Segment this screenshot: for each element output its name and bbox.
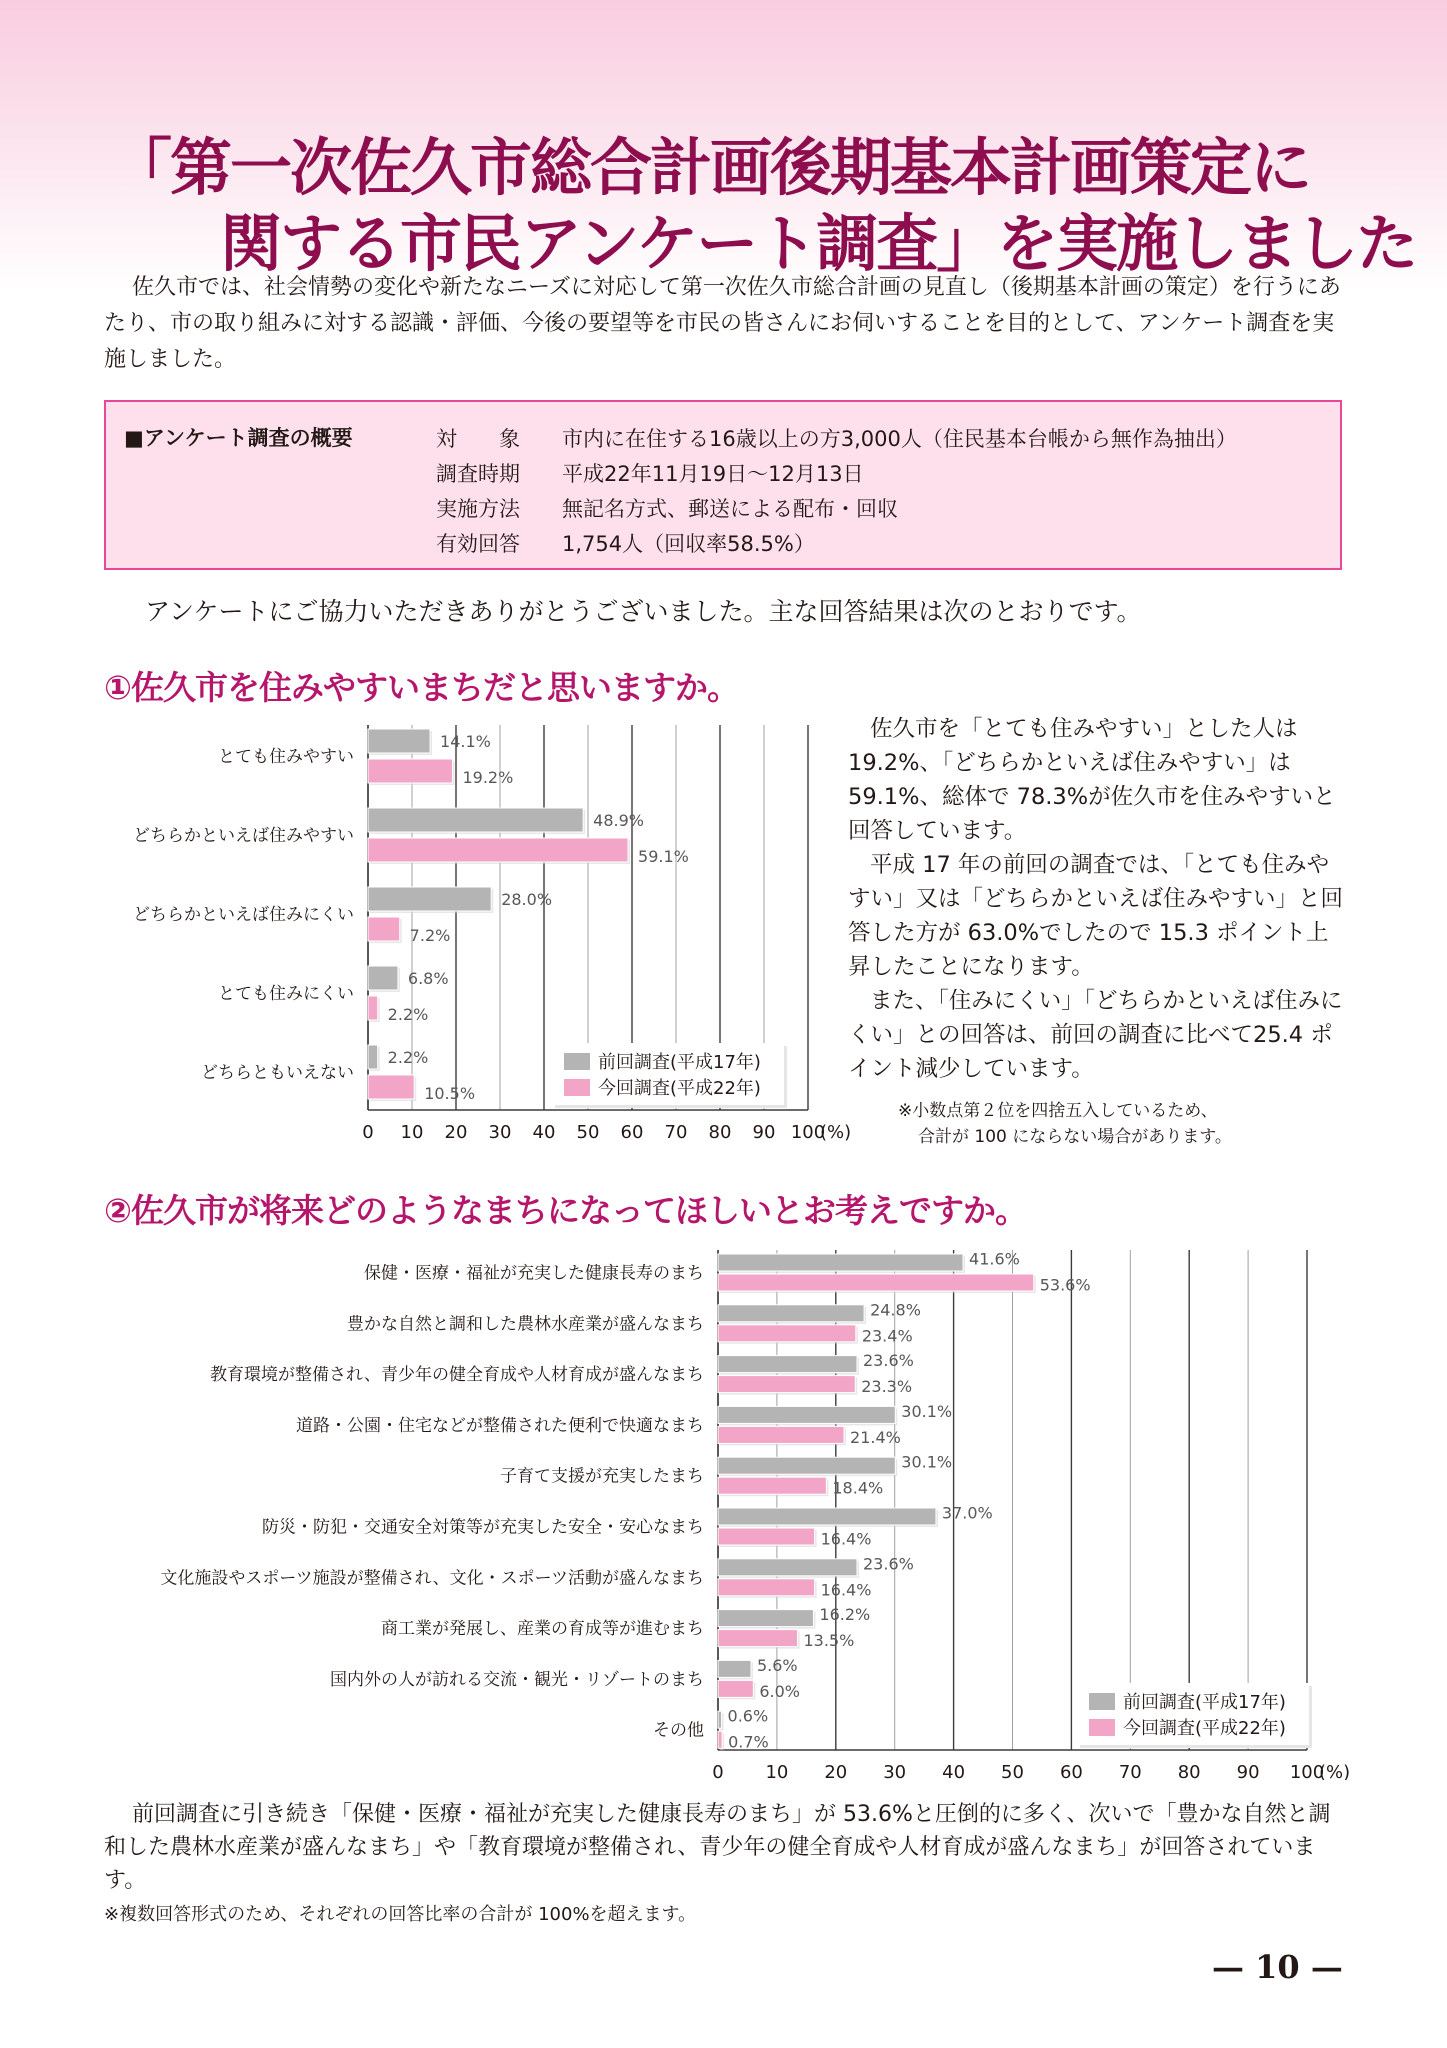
x-tick-label: 30 — [883, 1762, 907, 1780]
value-label: 37.0% — [941, 1503, 993, 1523]
category-label: 国内外の人が訪れる交流・観光・リゾートのまち — [330, 1669, 704, 1690]
bar-current — [718, 1477, 826, 1494]
legend-swatch-current — [1089, 1719, 1115, 1736]
value-label: 23.6% — [863, 1554, 914, 1574]
rounding-note-line-1: ※小数点第２位を四捨五入しているため、 — [898, 1101, 1218, 1121]
survey-summary-box — [104, 400, 1342, 570]
bar-previous — [368, 808, 583, 832]
summary-row — [436, 422, 1237, 457]
bar-previous — [718, 1610, 813, 1627]
page-number: — 10 — — [1212, 1948, 1343, 1986]
value-label: 10.5% — [424, 1084, 476, 1103]
bar-current — [718, 1376, 855, 1393]
question-2-heading: ②佐久市が将来どのようなまちになってほしいとお考えですか。 — [104, 1191, 1027, 1230]
x-tick-label: 70 — [664, 1122, 688, 1143]
x-tick-label: 90 — [1236, 1762, 1260, 1780]
x-tick-label: 0 — [712, 1762, 724, 1780]
x-tick-label: 70 — [1118, 1762, 1142, 1780]
legend-label: 今回調査(平成22年) — [1123, 1718, 1286, 1739]
bar-current — [718, 1325, 856, 1342]
x-unit-label: (%) — [820, 1122, 852, 1143]
x-tick-label: 100 — [790, 1122, 826, 1143]
category-label: 防災・防犯・交通安全対策等が充実した安全・安心なまち — [262, 1517, 704, 1538]
value-label: 7.2% — [409, 926, 451, 945]
title-line-1: 「第一次佐久市総合計画後期基本計画策定に — [110, 131, 1311, 204]
x-tick-label: 50 — [576, 1122, 600, 1143]
bar-previous — [368, 966, 398, 990]
bar-previous — [718, 1508, 936, 1525]
value-label: 19.2% — [462, 768, 514, 787]
bar-current — [368, 838, 628, 862]
value-label: 41.6% — [969, 1249, 1020, 1269]
thanks-text: アンケートにご協力いただきありがとうございました。主な回答結果は次のとおりです。 — [145, 597, 1142, 626]
category-label: 豊かな自然と調和した農林水産業が盛んなまち — [347, 1314, 704, 1335]
legend-label: 前回調査(平成17年) — [1123, 1692, 1286, 1713]
category-label: どちらかといえば住みにくい — [133, 905, 354, 925]
x-tick-label: 90 — [752, 1122, 776, 1143]
x-tick-label: 20 — [444, 1122, 468, 1143]
x-tick-label: 10 — [400, 1122, 424, 1143]
question-1-commentary — [848, 712, 1343, 1086]
value-label: 48.9% — [593, 811, 644, 830]
value-label: 2.2% — [387, 1005, 429, 1024]
category-label: どちらともいえない — [201, 1063, 354, 1083]
bar-current — [368, 759, 452, 783]
x-tick-label: 40 — [532, 1122, 556, 1143]
value-label: 6.0% — [759, 1681, 800, 1701]
summary-value: 平成22年11月19日～12月13日 — [562, 462, 864, 486]
summary-value: 市内に在住する16歳以上の方3,000人（住民基本台帳から無作為抽出） — [562, 427, 1237, 451]
bar-previous — [718, 1305, 864, 1322]
value-label: 2.2% — [387, 1048, 429, 1067]
value-label: 6.8% — [407, 969, 449, 988]
bar-current — [718, 1579, 815, 1596]
x-tick-label: 80 — [708, 1122, 732, 1143]
intro-paragraph: 佐久市では、社会情勢の変化や新たなニーズに対応して第一次佐久市総合計画の見直し（後期基本計画の策定）を行うにあたり、市の取り組みに対する認識・評価、今後の要望等を市民の皆さんにお伺いすることを目的として、アンケート調査を実施しました。 — [104, 275, 1341, 372]
bar-previous — [718, 1559, 857, 1576]
value-label: 23.3% — [861, 1377, 913, 1397]
bar-previous — [368, 1045, 378, 1069]
multiple-answer-note: ※複数回答形式のため、それぞれの回答比率の合計が 100%を超えます。 — [104, 1904, 697, 1925]
value-label: 0.6% — [727, 1706, 769, 1726]
x-tick-label: 80 — [1177, 1762, 1201, 1780]
bar-previous — [368, 729, 430, 753]
category-label: その他 — [653, 1720, 704, 1741]
summary-key: 実施方法 — [436, 497, 520, 521]
x-tick-label: 60 — [620, 1122, 644, 1143]
summary-key: 対 象 — [436, 427, 520, 451]
bar-previous — [718, 1406, 895, 1423]
category-label: とても住みにくい — [218, 984, 354, 1004]
title-line-2: 関する市民アンケート調査」を実施しました — [220, 207, 1417, 280]
summary-rows — [436, 422, 1237, 562]
bar-current — [368, 996, 378, 1020]
category-label: どちらかといえば住みやすい — [133, 826, 354, 846]
value-label: 16.4% — [820, 1529, 872, 1549]
commentary-paragraph: 佐久市を「とても住みやすい」とした人は19.2%、「どちらかといえば住みやすい」は59.1%、総体で 78.3%が佐久市を住みやすいと回答しています。 — [848, 716, 1336, 844]
chart-future-city — [0, 1240, 1360, 1780]
summary-heading: ■アンケート調査の概要 — [124, 426, 353, 450]
value-label: 59.1% — [638, 847, 689, 866]
value-label: 18.4% — [832, 1478, 884, 1498]
bar-current — [368, 917, 400, 941]
bar-previous — [718, 1254, 963, 1271]
x-tick-label: 60 — [1059, 1762, 1083, 1780]
category-label: 文化施設やスポーツ施設が整備され、文化・スポーツ活動が盛んなまち — [160, 1568, 704, 1589]
value-label: 14.1% — [440, 732, 491, 751]
value-label: 0.7% — [728, 1732, 769, 1752]
chart-livability — [0, 700, 860, 1160]
x-tick-label: 0 — [362, 1122, 374, 1143]
summary-row — [436, 527, 1237, 562]
value-label: 21.4% — [850, 1427, 901, 1447]
bar-current — [718, 1426, 844, 1443]
question-1-heading: ①佐久市を住みやすいまちだと思いますか。 — [104, 668, 739, 707]
value-label: 23.4% — [861, 1326, 913, 1346]
bar-current — [718, 1274, 1034, 1291]
x-tick-label: 100 — [1289, 1762, 1325, 1780]
bar-current — [718, 1630, 798, 1647]
category-label: 商工業が発展し、産業の育成等が進むまち — [381, 1619, 704, 1640]
bar-previous — [368, 887, 491, 911]
commentary-paragraph: 平成 17 年の前回の調査では、「とても住みやすい」又は「どちらかといえば住みやすい」と回答した方が 63.0%でしたので 15.3 ポイント上昇したことになります。 — [848, 852, 1344, 980]
category-label: 道路・公園・住宅などが整備された便利で快適なまち — [296, 1415, 704, 1436]
value-label: 30.1% — [901, 1401, 953, 1421]
value-label: 30.1% — [901, 1452, 953, 1472]
summary-row — [436, 492, 1237, 527]
summary-key: 調査時期 — [436, 462, 520, 486]
bar-previous — [718, 1711, 722, 1728]
category-label: 子育て支援が充実したまち — [500, 1466, 704, 1487]
x-unit-label: (%) — [1319, 1762, 1351, 1780]
category-label: 教育環境が整備され、青少年の健全育成や人材育成が盛んなまち — [209, 1365, 704, 1386]
value-label: 5.6% — [756, 1655, 798, 1675]
bar-current — [368, 1075, 414, 1099]
bar-previous — [718, 1660, 751, 1677]
legend-swatch-previous — [564, 1053, 590, 1070]
x-tick-label: 30 — [488, 1122, 512, 1143]
x-tick-label: 40 — [942, 1762, 966, 1780]
summary-value: 1,754人（回収率58.5%） — [562, 532, 815, 556]
value-label: 23.6% — [863, 1351, 914, 1371]
bar-current — [718, 1731, 722, 1748]
bar-current — [718, 1528, 815, 1545]
category-label: 保健・医療・福祉が充実した健康長寿のまち — [364, 1263, 704, 1284]
legend-swatch-previous — [1089, 1693, 1115, 1710]
value-label: 24.8% — [870, 1300, 921, 1320]
category-label: とても住みやすい — [218, 747, 354, 767]
legend-swatch-current — [564, 1079, 590, 1096]
summary-value: 無記名方式、郵送による配布・回収 — [562, 497, 898, 521]
legend-label: 今回調査(平成22年) — [598, 1078, 761, 1099]
rounding-note-line-2: 合計が 100 にならない場合があります。 — [918, 1127, 1232, 1147]
value-label: 16.2% — [819, 1605, 871, 1625]
value-label: 16.4% — [820, 1580, 872, 1600]
question-2-conclusion: 前回調査に引き続き「保健・医療・福祉が充実した健康長寿のまち」が 53.6%と圧倒的に多く、次いで「豊かな自然と調和した農林水産業が盛んなまち」や「教育環境が整備され、青少年の健全育成や人材育成が盛んなまち」が回答されています。 — [104, 1802, 1331, 1893]
summary-row — [436, 457, 1237, 492]
value-label: 28.0% — [501, 890, 553, 909]
bar-previous — [718, 1457, 895, 1474]
bar-previous — [718, 1356, 857, 1373]
summary-key: 有効回答 — [436, 532, 520, 556]
value-label: 53.6% — [1039, 1275, 1091, 1295]
value-label: 13.5% — [803, 1631, 855, 1651]
x-tick-label: 10 — [765, 1762, 789, 1780]
legend-label: 前回調査(平成17年) — [598, 1052, 761, 1073]
x-tick-label: 50 — [1001, 1762, 1024, 1780]
bar-current — [718, 1680, 753, 1697]
commentary-paragraph: また、「住みにくい」「どちらかといえば住みにくい」との回答は、前回の調査に比べて25.4 ポイント減少しています。 — [848, 988, 1343, 1082]
x-tick-label: 20 — [824, 1762, 848, 1780]
rounding-note — [898, 1098, 1232, 1150]
